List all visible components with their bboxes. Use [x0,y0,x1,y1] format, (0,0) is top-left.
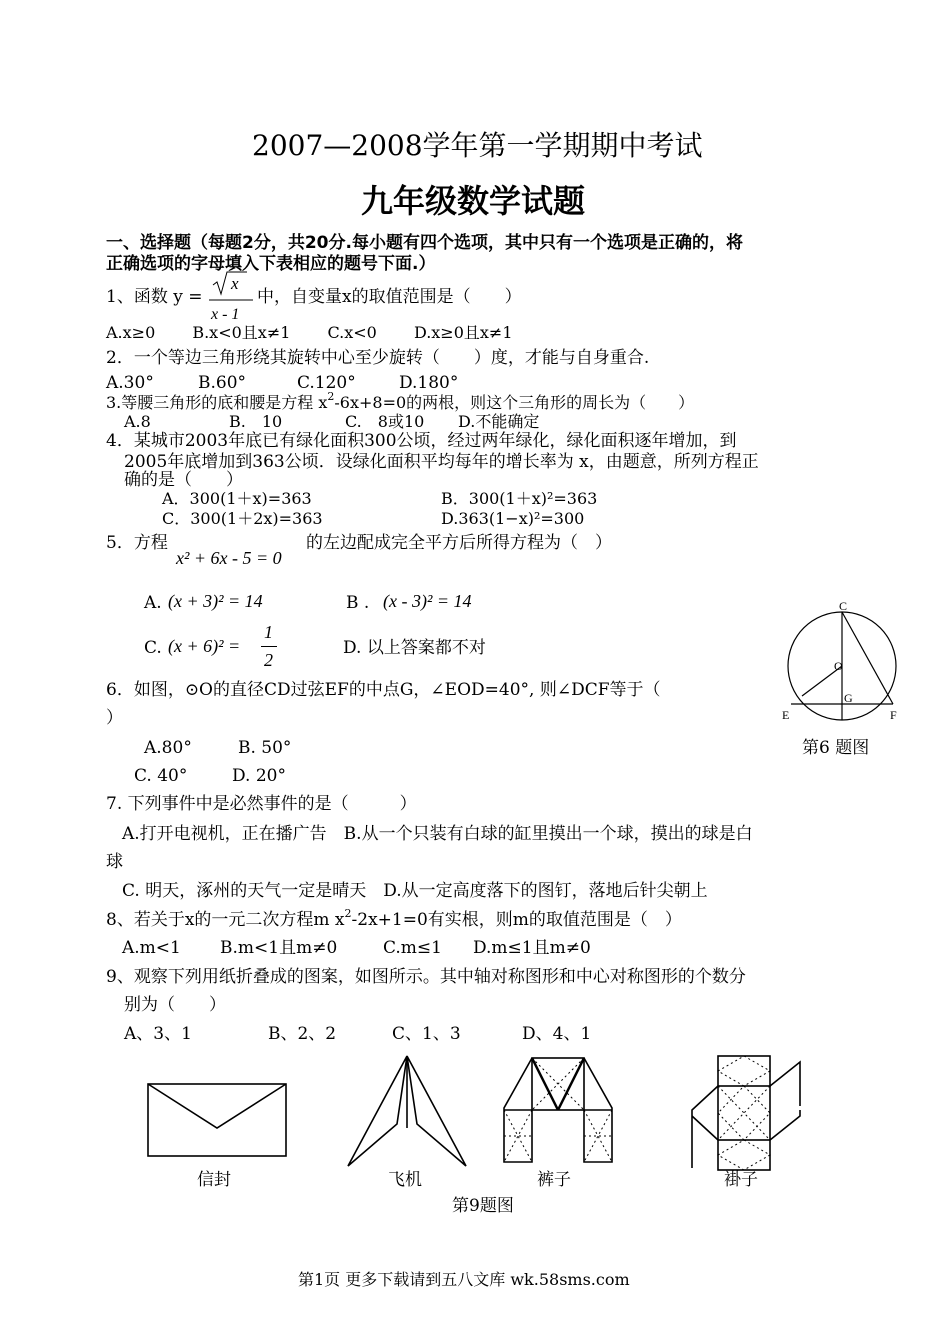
q3-text-b: -6x+8=0的两根，则这个三角形的周长为（ ） [334,393,695,412]
q8-option-a: A.m<1 [122,938,181,958]
q4-option-c: C．300(1＋2x)=363 [162,509,323,528]
q1-prefix: 1、函数 y = [106,287,203,307]
q3-option-b: B. 10 [229,412,283,431]
q7-text: 7. 下列事件中是必然事件的是（ ） [106,794,417,814]
q8-text-b: -2x+1=0有实根，则m的取值范围是（ ） [351,910,682,930]
q8-option-b: B.m<1且m≠0 [220,938,338,958]
airplane-figure [348,1056,466,1166]
section-instruction-line2: 正确选项的字母填入下表相应的题号下面.） [106,254,436,274]
q9-option-b: B、2、2 [268,1024,337,1044]
q6-figure-caption: 第6 题图 [802,738,870,758]
q5-option-d: D. 以上答案都不对 [343,638,486,658]
q4-option-b: B．300(1＋x)²=363 [441,489,598,508]
envelope-figure [148,1084,286,1156]
q5-suffix: 的左边配成完全平方后所得方程为（ ） [306,533,612,553]
q5-option-b: (x - 3)² = 14 [383,591,472,611]
q5-fraction-bar [261,646,277,647]
q3-superscript: 2 [327,390,335,403]
q9-option-a: A、3、1 [124,1024,192,1044]
q9-option-d: D、4、1 [522,1024,592,1044]
q6-option-a: A.80° [144,738,192,758]
q8-text [106,907,682,932]
q1-options: A.x≥0 B.x<0且x≠1 C.x<0 D.x≥0且x≠1 [106,323,513,342]
q5-option-c-label: C. [144,638,162,658]
exam-subtitle: 九年级数学试题 [361,182,586,220]
q6-line1: 6．如图，⊙O的直径CD过弦EF的中点G，∠EOD=40°, 则∠DCF等于（ [106,680,661,700]
label-f: F [890,708,897,722]
q9-line2: 别为（ ） [124,995,226,1015]
q8-superscript: 2 [344,907,352,920]
figure-label-pants: 裤子 [537,1170,571,1190]
exam-title: 2007—2008学年第一学期期中考试 [252,129,703,162]
q9-line1: 9、观察下列用纸折叠成的图案，如图所示。其中轴对称图形和中心对称图形的个数分 [106,967,746,987]
q6-option-b: B. 50° [238,738,292,758]
q5-option-c-numerator: 1 [264,622,273,642]
page-footer: 第1页 更多下载请到五八文库 wk.58sms.com [298,1270,630,1289]
q5-option-b-label: B . [346,593,370,613]
q1-fraction [207,270,255,324]
section-instruction-line1: 一、选择题（每题2分，共20分.每小题有四个选项，其中只有一个选项是正确的，将 [106,233,743,253]
q1-numerator: x [231,274,239,293]
q8-option-d: D.m≤1且m≠0 [473,938,591,958]
q5-option-c: (x + 6)² = [168,636,241,656]
q3-option-a: A.8 [124,412,151,431]
label-c: C [839,599,848,613]
q6-option-d: D. 20° [232,766,286,786]
q6-option-c: C. 40° [134,766,188,786]
q3-text-a: 3.等腰三角形的底和腰是方程 x [106,393,328,412]
label-g: G [844,691,853,705]
figure-label-jacket: 褂子 [724,1170,758,1190]
q9-figure-caption: 第9题图 [452,1196,514,1216]
q9-option-c: C、1、3 [392,1024,461,1044]
q2-option-d: D.180° [399,373,459,393]
q4-line3: 确的是（ ） [124,470,243,490]
q2-text: 2．一个等边三角形绕其旋转中心至少旋转（ ）度，才能与自身重合. [106,348,650,368]
jacket-figure [692,1056,800,1170]
q5-prefix: 5．方程 [106,533,168,553]
q9-figures [140,1050,820,1180]
q8-text-a: 8、若关于x的一元二次方程m x [106,910,345,930]
q7-option-ab-cont: 球 [106,852,123,872]
q6-circle-figure [778,598,908,726]
q4-line1: 4．某城市2003年底已有绿化面积300公顷，经过两年绿化，绿化面积逐年增加，到 [106,431,737,451]
q6-line2: ） [106,708,123,728]
q4-option-d: D.363(1−x)²=300 [441,509,585,528]
figure-label-airplane: 飞机 [388,1170,422,1190]
figure-label-envelope: 信封 [197,1170,231,1190]
q2-option-a: A.30° [106,373,154,393]
q5-option-c-denominator: 2 [264,650,273,670]
q5-option-a-label: A. [144,593,162,613]
q7-option-ab: A.打开电视机，正在播广告 B.从一个只装有白球的缸里摸出一个球，摸出的球是白 [122,824,753,844]
q1-suffix: 中，自变量x的取值范围是（ ） [257,287,522,307]
q7-option-cd: C. 明天，涿州的天气一定是晴天 D.从一定高度落下的图钉，落地后针尖朝上 [122,881,708,901]
label-o: O [834,659,843,673]
q5-equation: x² + 6x - 5 = 0 [176,548,282,568]
q5-option-a: (x + 3)² = 14 [168,591,263,611]
q2-option-b: B.60° [198,373,247,393]
q2-option-c: C.120° [297,373,356,393]
q3-option-d: D.不能确定 [458,412,540,431]
q4-line2: 2005年底增加到363公顷．设绿化面积平均每年的增长率为 x，由题意，所列方程正 [124,452,759,472]
q4-option-a: A．300(1＋x)=363 [162,489,312,508]
pants-figure [504,1058,612,1162]
q1-denominator: x - 1 [211,306,240,323]
label-e: E [782,708,790,722]
q8-option-c: C.m≤1 [383,938,442,958]
q3-option-c: C. 8或10 [345,412,425,431]
